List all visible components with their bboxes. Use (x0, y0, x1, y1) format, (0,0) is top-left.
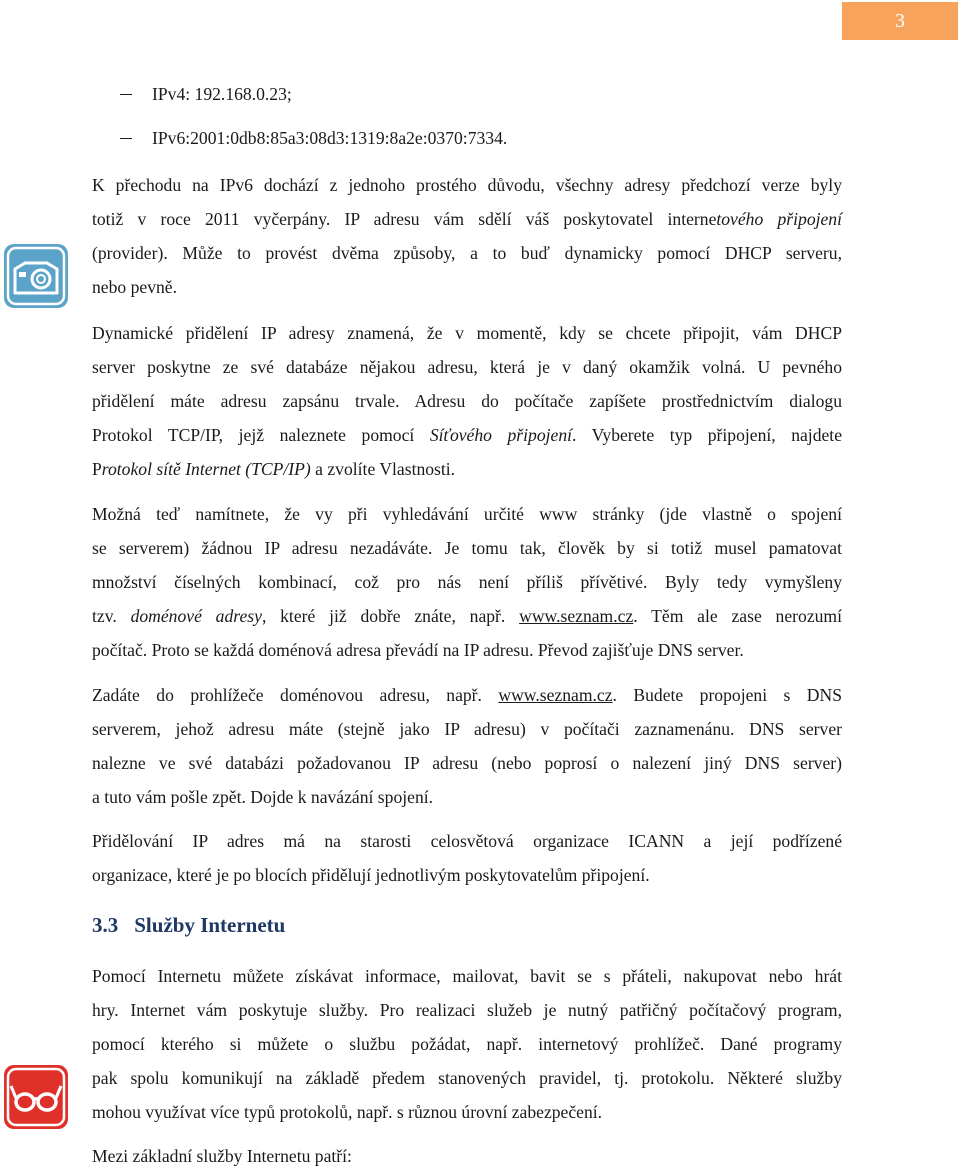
bullet-ipv4: IPv4: 192.168.0.23; (152, 84, 292, 104)
paragraph-line: Přidělování IP adres má na starosti celosvětová organizace ICANN a její podřízené (92, 831, 842, 851)
section-number: 3.3 (92, 913, 119, 937)
paragraph-line: Možná teď namítnete, že vy při vyhledávání určité www stránky (jde vlastně o spojení (92, 504, 842, 524)
seznam-link[interactable]: www.seznam.cz (519, 606, 634, 626)
section-title: Služby Internetu (134, 913, 286, 937)
paragraph-line: pak spolu komunikují na základě předem stanovených pravidel, tj. protokolu. Některé služby (92, 1068, 842, 1088)
paragraph-line: organizace, které je po blocích přidělují jednotlivým poskytovatelům připojení. (92, 865, 650, 885)
paragraph-line: Pomocí Internetu můžete získávat informace, mailovat, bavit se s přáteli, nakupovat nebo hrát (92, 966, 842, 986)
bullet-dash (120, 138, 132, 139)
paragraph-line: tzv. doménové adresy, které již dobře znáte, např. www.seznam.cz. Těm ale zase nerozumí (92, 606, 842, 626)
paragraph-line: nebo pevně. (92, 277, 178, 297)
paragraph-line: Protokol TCP/IP, jejž naleznete pomocí Síťového připojení. Vyberete typ připojení, najdete (92, 425, 843, 445)
paragraph-line: (provider). Může to provést dvěma způsoby, a to buď dynamicky pomocí DHCP serveru, (92, 243, 842, 263)
paragraph-line: pomocí kterého si můžete o službu požádat, např. internetový prohlížeč. Dané programy (92, 1034, 842, 1054)
paragraph-line: nalezne ve své databázi požadovanou IP adresu (nebo poprosí o nalezení jiný DNS server) (92, 753, 842, 773)
camera-icon (3, 243, 69, 309)
paragraph-line: K přechodu na IPv6 dochází z jednoho prostého důvodu, všechny adresy předchozí verze byly (92, 175, 842, 195)
paragraph-line: Zadáte do prohlížeče doménovou adresu, např. www.seznam.cz. Budete propojeni s DNS (92, 685, 842, 705)
paragraph-line: server poskytne ze své databáze nějakou adresu, která je v daný okamžik volná. U pevného (92, 357, 842, 377)
paragraph-line: mohou využívat více typů protokolů, např. s různou úrovní zabezpečení. (92, 1102, 603, 1122)
paragraph-line: Mezi základní služby Internetu patří: (92, 1146, 352, 1166)
paragraph-line: a tuto vám pošle zpět. Dojde k navázání spojení. (92, 787, 434, 807)
paragraph-line: množství číselných kombinací, což pro nás není příliš přívětivé. Byly tedy vymyšleny (92, 572, 842, 592)
paragraph-line: totiž v roce 2011 vyčerpány. IP adresu vám sdělí váš poskytovatel internetového připojení (92, 209, 842, 229)
bullet-dash (120, 94, 132, 95)
paragraph-line: Protokol sítě Internet (TCP/IP) a zvolíte Vlastnosti. (92, 459, 456, 479)
paragraph-line: přidělení máte adresu zapsánu trvale. Adresu do počítače zapíšete prostřednictvím dialogu (92, 391, 842, 411)
paragraph-line: hry. Internet vám poskytuje služby. Pro realizaci služeb je nutný patřičný počítačový program, (92, 1000, 842, 1020)
paragraph-line: se serverem) žádnou IP adresu nezadáváte. Je tomu tak, člověk by si totiž musel pamatovat (92, 538, 842, 558)
glasses-icon (3, 1064, 69, 1130)
paragraph-line: serverem, jehož adresu máte (stejně jako IP adresu) v počítači zaznamenánu. DNS server (92, 719, 842, 739)
page-number: 3 (842, 2, 958, 40)
seznam-link[interactable]: www.seznam.cz (498, 685, 613, 705)
paragraph-line: počítač. Proto se každá doménová adresa převádí na IP adresu. Převod zajišťuje DNS server. (92, 640, 744, 660)
section-heading (92, 912, 285, 938)
bullet-ipv6: IPv6:2001:0db8:85a3:08d3:1319:8a2e:0370:7334. (152, 128, 508, 148)
paragraph-line: Dynamické přidělení IP adresy znamená, že v momentě, kdy se chcete připojit, vám DHCP (92, 323, 842, 343)
